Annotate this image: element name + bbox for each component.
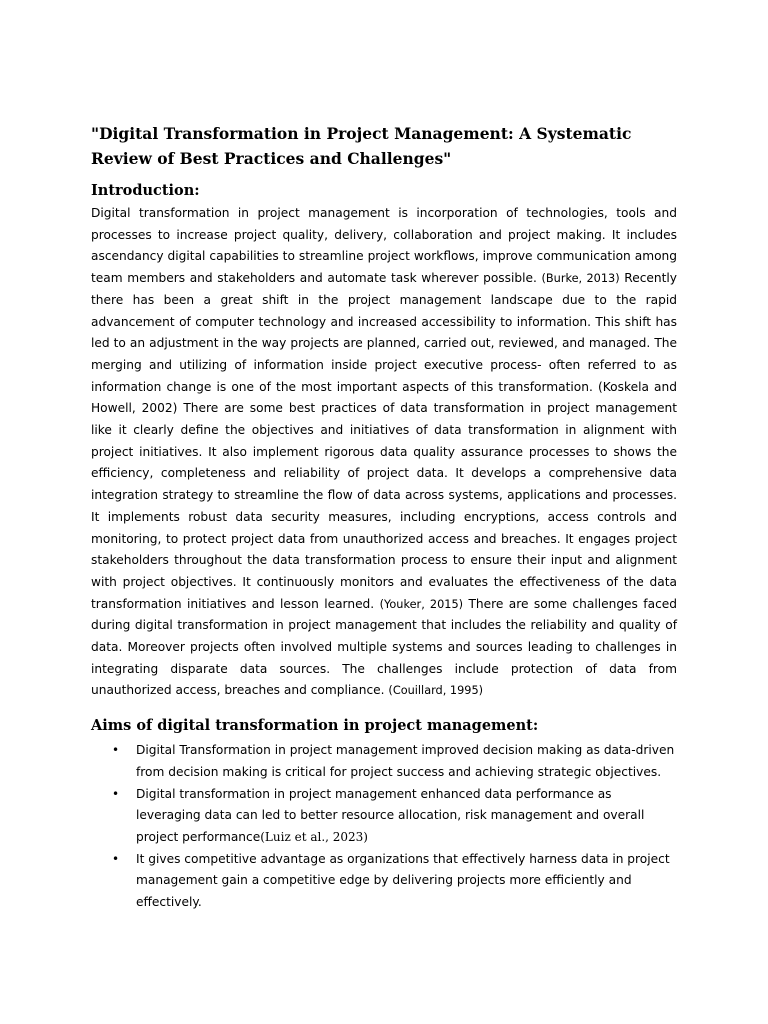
intro-text-2: Recently there has been a great shift in the project management landscape due to the rapid advancement of computer technology and increased accessibility to information. This shift has led to an adjustment in the way projects are planned, carried out, reviewed, and managed. The merging and utilizing of information inside project executive process- often referred to as information change is one of the most important aspects of this transformation. xyxy=(91,271,678,394)
citation-luiz: (Luiz et al., 2023) xyxy=(260,829,368,844)
bullet-icon: • xyxy=(112,743,120,758)
citation-couillard: (Couillard, 1995) xyxy=(388,684,484,698)
intro-text-1: Digital transformation in project management is incorporation of technologies, tools and processes to increase project quality, delivery, collaboration and project making. It includes ascendancy digital capabilities to streamline project workflows, improve communication among team members and stakeholders and automate task wherever possible. xyxy=(91,206,677,286)
aims-item-2: Digital transformation in project management enhanced data performance as leveraging data can led to better resource allocation, risk management and overall project performance xyxy=(136,786,645,844)
aims-item-3: It gives competitive advantage as organizations that effectively harness data in project management gain a competitive edge by delivering projects more efficiently and effectively. xyxy=(136,851,670,910)
list-item xyxy=(91,784,677,849)
aims-heading: Aims of digital transformation in project management: xyxy=(91,717,539,735)
document-page xyxy=(91,121,677,914)
intro-text-3: There are some best practices of data transformation in project management like it clearly define the objectives and initiatives of data transformation in alignment with project initiatives. It also implement rigorous data quality assurance processes to shows the efficiency, completeness and reliability of project data. It develops a comprehensive data integration strategy to streamline the flow of data across systems, applications and processes. It implements robust data security measures, including encryptions, access controls and monitoring, to protect project data from unauthorized access and breaches. It engages project stakeholders throughout the data transformation process to ensure their input and alignment with project objectives. It continuously monitors and evaluates the effectiveness of the data transformation initiatives and lesson learned. xyxy=(91,401,677,611)
bullet-icon: • xyxy=(112,786,120,801)
intro-text-4: There are some challenges faced during digital transformation in project management that includes the reliability and quality of data. Moreover projects often involved multiple systems and sources leading to challenges in integrating disparate data sources. The challenges include protection of data from unauthorized access, breaches and compliance. xyxy=(91,596,677,698)
citation-burke: (Burke, 2013) xyxy=(541,272,620,286)
citation-koskela: (Koskela and Howell, 2002) xyxy=(91,379,677,416)
citation-youker: (Youker, 2015) xyxy=(379,597,464,611)
bullet-icon: • xyxy=(112,851,120,866)
list-item xyxy=(91,849,677,914)
aims-item-1: Digital Transformation in project management improved decision making as data-driven from decision making is critical for project success and achieving strategic objectives. xyxy=(136,743,675,779)
introduction-paragraph xyxy=(91,203,677,702)
list-item xyxy=(91,740,677,783)
aims-list xyxy=(91,740,677,914)
document-title: "Digital Transformation in Project Management: A Systematic Review of Best Practices and Challenges" xyxy=(91,124,632,168)
introduction-heading: Introduction: xyxy=(91,182,200,199)
